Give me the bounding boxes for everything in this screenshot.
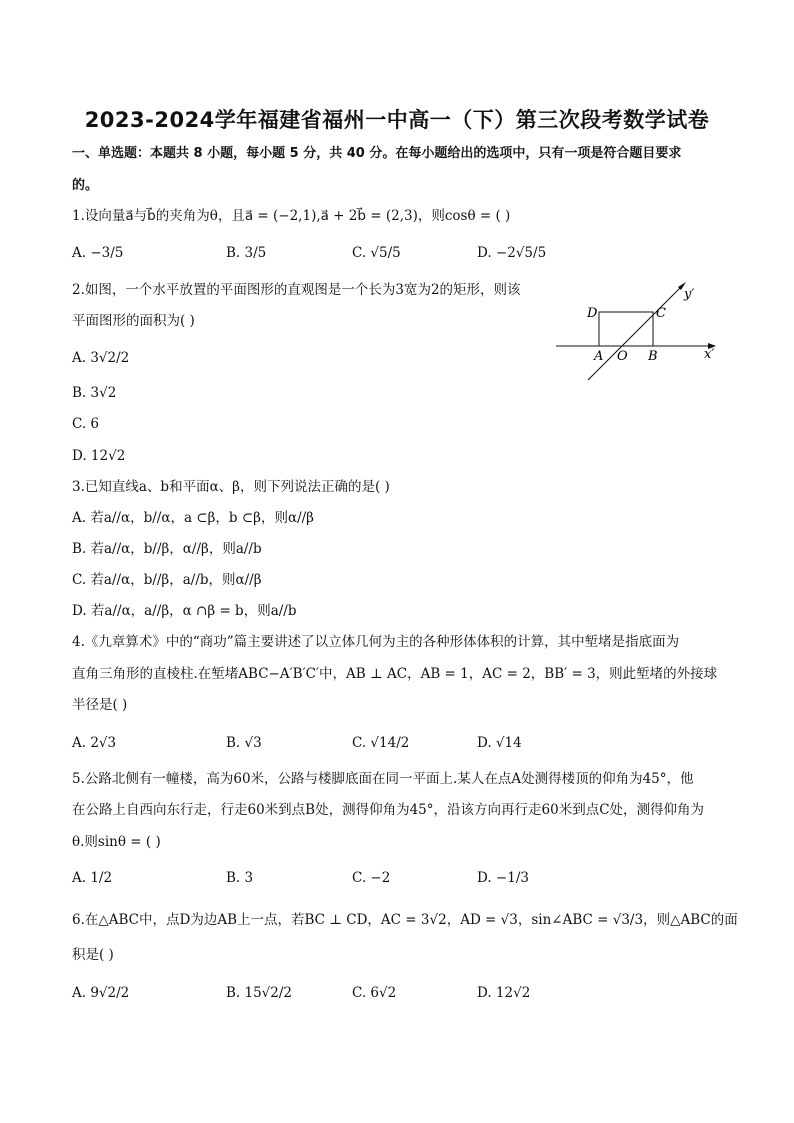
q3-stem: 3.已知直线a、b和平面α、β，则下列说法正确的是( ) <box>72 479 390 495</box>
q4-stem-cont2: 半径是( ) <box>72 697 128 713</box>
q2-figure <box>550 276 730 386</box>
q2-stem: 2.如图，一个水平放置的平面图形的直观图是一个长为3宽为2的矩形，则该 <box>72 282 521 298</box>
section-header-cont: 的。 <box>72 178 99 193</box>
q1-option-b: B. 3/5 <box>226 245 267 261</box>
label-x-prime: x′ <box>704 347 715 362</box>
q2-option-c: C. 6 <box>72 416 100 432</box>
q6-option-c: C. 6√2 <box>352 985 397 1001</box>
label-b: B <box>648 349 658 364</box>
rectangle-abcd <box>599 312 653 346</box>
q5-option-c: C. −2 <box>352 870 391 886</box>
q1-option-a: A. −3/5 <box>72 245 124 261</box>
q6-stem: 6.在△ABC中，点D为边AB上一点，若BC ⊥ CD，AC = 3√2，AD = √3，sin∠ABC = √3/3，则△ABC的面 <box>72 912 738 928</box>
q2-option-b: B. 3√2 <box>72 385 117 401</box>
label-o: O <box>617 349 628 364</box>
q6-option-a: A. 9√2/2 <box>72 985 130 1001</box>
q4-option-c: C. √14/2 <box>352 735 410 751</box>
q2-option-d: D. 12√2 <box>72 448 126 464</box>
q4-option-d: D. √14 <box>477 735 522 751</box>
q3-option-b: B. 若a//α，b//β，α//β，则a//b <box>72 541 262 557</box>
q3-option-a: A. 若a//α，b//α，a ⊂β，b ⊂β，则α//β <box>72 510 314 526</box>
section-header: 一、单选题：本题共 8 小题，每小题 5 分，共 40 分。在每小题给出的选项中，只有一项是符合题目要求 <box>72 146 682 161</box>
q5-option-d: D. −1/3 <box>477 870 529 886</box>
label-y-prime: y′ <box>684 287 695 302</box>
q4-option-b: B. √3 <box>226 735 262 751</box>
q5-option-a: A. 1/2 <box>72 870 113 886</box>
q2-option-a: A. 3√2/2 <box>72 350 130 366</box>
q5-stem-cont: 在公路上自西向东行走，行走60米到点B处，测得仰角为45°，沿该方向再行走60米到点C处，测得仰角为 <box>72 802 705 818</box>
page-title: 2023-2024学年福建省福州一中高一（下）第三次段考数学试卷 <box>84 108 710 132</box>
q4-stem-cont: 直角三角形的直棱柱.在堑堵ABC−A′B′C′中，AB ⊥ AC，AB = 1，AC = 2，BB′ = 3，则此堑堵的外接球 <box>72 666 718 682</box>
q1-option-d: D. −2√5/5 <box>477 245 547 261</box>
q6-option-d: D. 12√2 <box>477 985 531 1001</box>
q1-option-c: C. √5/5 <box>352 245 401 261</box>
q4-stem: 4.《九章算术》中的“商功”篇主要讲述了以立体几何为主的各种形体体积的计算，其中堑堵是指底面为 <box>72 634 680 650</box>
label-a: A <box>594 349 604 364</box>
y-axis <box>588 286 682 380</box>
q3-option-c: C. 若a//α，b//β，a//b，则α//β <box>72 572 262 588</box>
q6-option-b: B. 15√2/2 <box>226 985 293 1001</box>
q5-stem-cont2: θ.则sinθ = ( ) <box>72 834 161 850</box>
q4-option-a: A. 2√3 <box>72 735 117 751</box>
q3-option-d: D. 若a//α，a//β，α ∩β = b，则a//b <box>72 603 297 619</box>
q5-stem: 5.公路北侧有一幢楼，高为60米，公路与楼脚底面在同一平面上.某人在点A处测得楼顶的仰角为45°，他 <box>72 771 694 787</box>
q1-stem: 1.设向量a⃗与b⃗的夹角为θ，且a⃗ = (−2,1),a⃗ + 2b⃗ = (2,3)，则cosθ = ( ) <box>72 208 511 224</box>
label-c: C <box>656 306 666 321</box>
label-d: D <box>587 306 598 321</box>
q5-option-b: B. 3 <box>226 870 254 886</box>
q2-stem-cont: 平面图形的面积为( ) <box>72 313 195 329</box>
q6-stem-cont: 积是( ) <box>72 947 114 963</box>
